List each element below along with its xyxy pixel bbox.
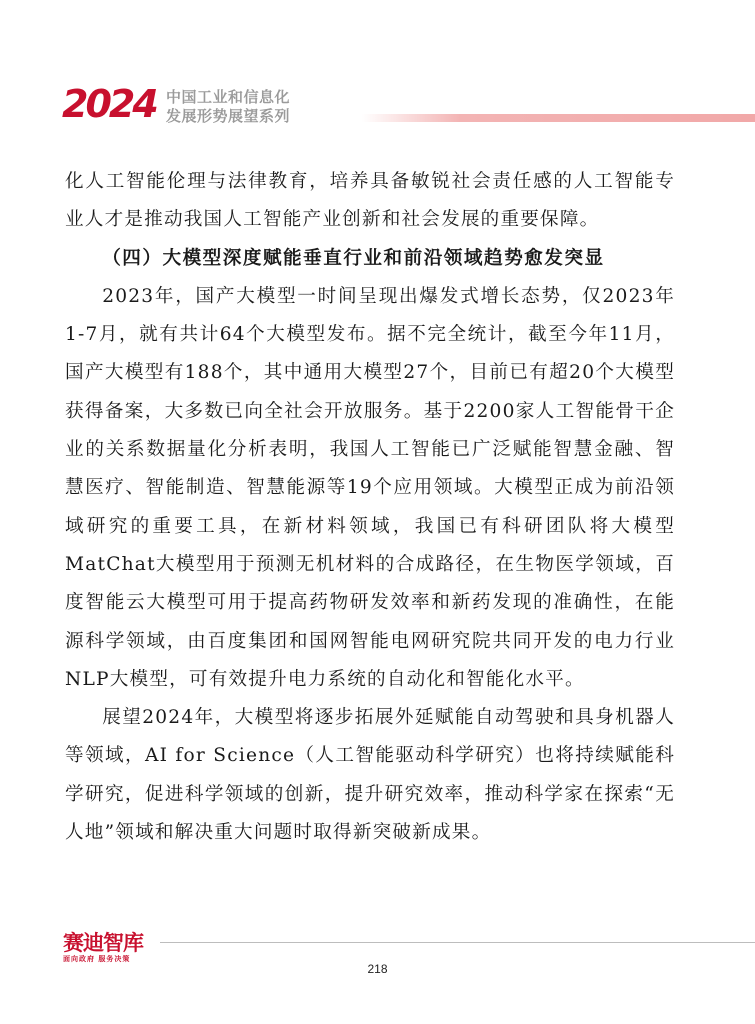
series-title xyxy=(166,88,290,126)
paragraph-2: 展望2024年，大模型将逐步拓展外延赋能自动驾驶和具身机器人等领域，AI for Science（人工智能驱动科学研究）也将持续赋能科学研究，促进科学领域的创新，提升研究效率，推动科学家在探索“无人地”领域和解决重大问题时取得新突破新成果。 xyxy=(65,707,675,844)
footer-rule xyxy=(160,942,755,943)
year-logo: 2024 xyxy=(62,82,156,126)
footer-brand: 赛迪智库 xyxy=(63,931,143,955)
paragraph-1: 2023年，国产大模型一时间呈现出爆发式增长态势，仅2023年1-7月，就有共计64个大模型发布。据不完全统计，截至今年11月，国产大模型有188个，其中通用大模型27个，目前已有超20个大模型获得备案，大多数已向全社会开放服务。基于2200家人工智能骨干企业的关系数据量化分析表明，我国人工智能已广泛赋能智慧金融、智慧医疗、智能制造、智慧能源等19个应用领域。大模型正成为前沿领域研究的重要工具，在新材料领域，我国已有科研团队将大模型MatChat大模型用于预测无机材料的合成路径，在生物医学领域，百度智能云大模型可用于提高药物研发效率和新药发现的准确性，在能源科学领域，由百度集团和国网智能电网研究院共同开发的电力行业NLP大模型，可有效提升电力系统的自动化和智能化水平。 xyxy=(65,285,675,690)
section-subheading: （四）大模型深度赋能垂直行业和前沿领域趋势愈发突显 xyxy=(102,247,605,269)
header-rule xyxy=(362,114,755,122)
series-title-line1: 中国工业和信息化 xyxy=(166,88,291,106)
body-text xyxy=(65,163,675,852)
footer-slogan: 面向政府 服务决策 xyxy=(63,955,131,963)
series-title-line2: 发展形势展望系列 xyxy=(166,107,291,125)
footer-logo xyxy=(63,932,143,964)
continuation-paragraph: 化人工智能伦理与法律教育，培养具备敏锐社会责任感的人工智能专业人才是推动我国人工智能产业创新和社会发展的重要保障。 xyxy=(65,171,675,231)
page-header xyxy=(62,82,755,128)
page-number: 218 xyxy=(367,962,388,976)
